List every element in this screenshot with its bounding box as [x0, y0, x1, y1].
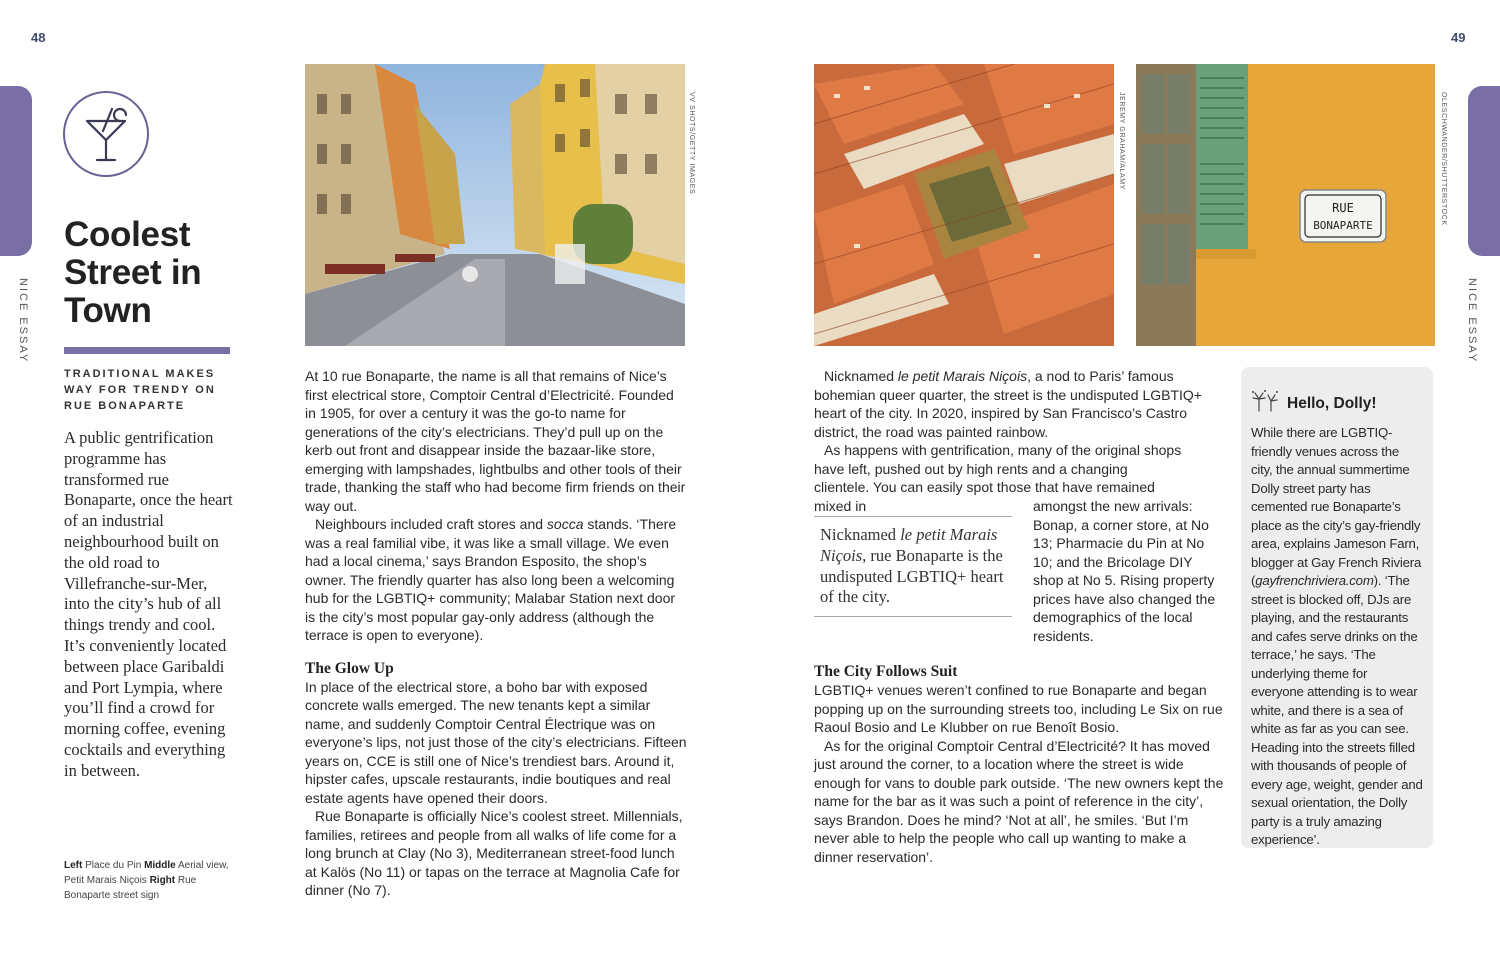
caption-middle-label: Middle	[144, 860, 176, 871]
street-sign-photo	[1136, 64, 1435, 346]
caption-right-text: Rue Bonaparte street sign	[64, 875, 197, 901]
subheading-city-follows-suit: The City Follows Suit	[814, 663, 958, 680]
caption-left-label: Left	[64, 860, 83, 871]
sidebar-box	[1241, 367, 1433, 848]
section-label-right: NICE ESSAY	[1466, 278, 1478, 364]
right-body-column-bottom	[814, 648, 1224, 866]
sidebar-body: While there are LGBTIQ-friendly venues across the city, the annual summertime Dolly street party has cemented rue Bonaparte’s place as the city’s gay-friendly area, explains Jameson Farn, blogger at Gay French Riviera (gayfrenchriviera.com). ‘The street is blocked off, DJs are playing, and the restaurants and cafes serve drinks on the terrace,’ he says. ‘The underlying theme for everyone attending is to wear white, and there is a sea of white as far as you can see. Heading into the streets filled with thousands of people of every age, weight, gender and sexual orientation, the Dolly party is a truly amazing experience’.	[1251, 425, 1423, 847]
caption-left-text: Place du Pin	[82, 860, 145, 871]
sign-text-line1: RUE	[1332, 201, 1354, 215]
article-title: Coolest Street in Town	[64, 215, 202, 330]
street-photo	[305, 64, 685, 346]
intro-paragraph: A public gentrification programme has transformed rue Bonaparte, once the heart of an industrial neighbourhood built on the old road to Villefranche-sur-Mer, into the city’s hub of all things trendy and cool. It’s conveniently located between place Garibaldi and Port Lympia, where you’ll find a crowd for morning coffee, evening cocktails and everything in between.	[64, 428, 233, 780]
pull-quote: Nicknamed le petit Marais Niçois, rue Bonaparte is the undisputed LGBTIQ+ heart of the city.	[814, 516, 1012, 617]
page-number-right: 49	[1451, 30, 1466, 45]
aerial-photo	[814, 64, 1114, 346]
photo-credit-aerial: JEREMY GRAHAM/ALAMY	[1118, 92, 1125, 191]
body-paragraph: LGBTIQ+ venues weren’t confined to rue Bonaparte and began popping up on the surrounding streets too, including Le Six on rue Raoul Bosio and Le Klubber on rue Benoît Bosio.	[814, 682, 1223, 735]
sign-text-line2: BONAPARTE	[1313, 219, 1373, 232]
left-body-column	[305, 367, 687, 900]
section-tab-right	[1468, 86, 1500, 256]
body-paragraph: At 10 rue Bonaparte, the name is all that remains of Nice’s first electrical store, Comptoir Central d’Electricité. Founded in 1905, for over a century it was the go-to name for generations of the city’s electricians. They’d pull up on the kerb out front and disappear inside the bazaar-like store, emerging with lampshades, lightbulbs and other tools of their trade, thanking the staff who had become firm friends on their way out.	[305, 368, 686, 514]
photo-caption	[64, 858, 234, 903]
right-body-column-top	[814, 367, 1224, 515]
fireworks-icon	[1251, 389, 1281, 418]
sidebar-title-text: Hello, Dolly!	[1287, 394, 1377, 412]
caption-middle-text: Aerial view, Petit Marais Niçois	[64, 860, 229, 886]
title-rule	[64, 347, 230, 354]
section-tab-left	[0, 86, 32, 256]
body-paragraph: As happens with gentrification, many of the original shops have left, pushed out by high rents and a changing clientele. You can easily spot those that have remained mixed in	[814, 442, 1182, 514]
body-paragraph: In place of the electrical store, a boho bar with exposed concrete walls emerged. The new tenants kept a similar name, and suddenly Comptoir Central Électrique was on everyone’s lips, not just those of the city’s electricians. Fifteen years on, CCE is still one of Nice’s trendiest bars. Around it, hipster cafes, upscale restaurants, indie boutiques and real estate agents have opened their doors.	[305, 678, 687, 806]
right-body-wrap	[1033, 497, 1221, 645]
body-paragraph: Nicknamed le petit Marais Niçois, a nod to Paris’ famous bohemian queer quarter, the street is the undisputed LGBTIQ+ heart of the city. In 2020, inspired by San Francisco’s Castro district, the road was painted rainbow.	[814, 368, 1202, 440]
body-paragraph: Rue Bonaparte is officially Nice’s coolest street. Millennials, families, retirees and people from all walks of life come for a long brunch at Clay (No 3), Mediterranean street-food lunch at Kalös (No 11) or tapas on the terrace at Magnolia Cafe for dinner (No 7).	[305, 808, 683, 898]
body-paragraph: Neighbours included craft stores and socca stands. ‘There was a real familial vibe, it was like a small village. We even had a local cinema,’ says Brandon Esposito, the shop’s owner. The friendly quarter has also long been a welcoming hub for the LGBTIQ+ community; Malabar Station next door is the city’s most popular gay-only address (although the terrace is open to everyone).	[305, 516, 677, 643]
standfirst: TRADITIONAL MAKES WAY FOR TRENDY ON RUE BONAPARTE	[64, 368, 216, 412]
caption-right-label: Right	[149, 875, 176, 886]
page-number-left: 48	[31, 30, 46, 45]
subheading-glow-up: The Glow Up	[305, 659, 394, 677]
cocktail-glass-icon	[63, 91, 149, 177]
photo-credit-street: VV SHOTS/GETTY IMAGES	[688, 92, 695, 195]
body-paragraph: amongst the new arrivals: Bonap, a corner store, at No 13; Pharmacie du Pin at No 10; and the Bricolage DIY shop at No 5. Rising property prices have also changed the demographics of the local residents.	[1033, 498, 1216, 644]
section-label-left: NICE ESSAY	[17, 278, 29, 364]
photo-credit-sign: OLESCHWANDER/SHUTTERSTOCK	[1440, 92, 1447, 226]
sidebar-title	[1251, 389, 1423, 418]
body-paragraph: As for the original Comptoir Central d’Electricité? It has moved just around the corner, to a location where the street is wide enough for vans to double park outside. ‘The new owners kept the name for the bar as it was such a point of reference in the city’, says Brandon. Does he mind? ‘Not at all’, he smiles. ‘But I’m never able to help the people who call up wanting to make a dinner reservation’.	[814, 737, 1224, 865]
